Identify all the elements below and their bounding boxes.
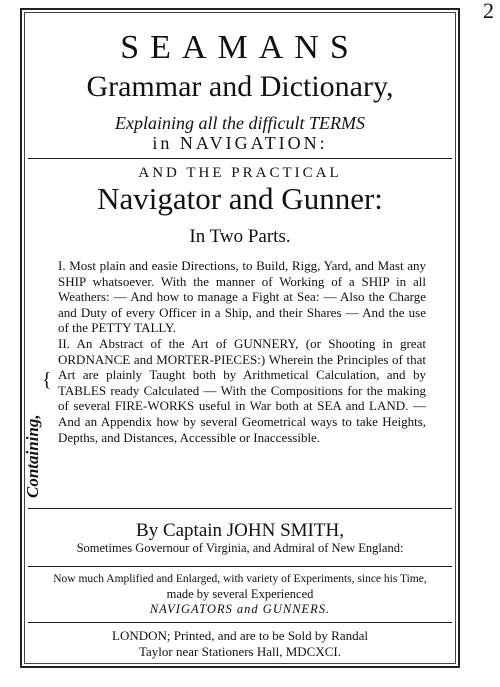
divider-rule (28, 158, 452, 159)
author-name: By Captain JOHN SMITH, (136, 520, 344, 541)
brace-mark: { (42, 369, 52, 391)
corner-mark: 2 (483, 0, 494, 23)
title-practical: AND THE PRACTICAL (138, 165, 342, 181)
title-two-parts: In Two Parts. (189, 226, 291, 247)
amplified-line-1: Now much Amplified and Enlarged, with variety of Experiments, since his Time, (53, 573, 427, 585)
imprint-line-1: LONDON; Printed, and are to be Sold by Randal (112, 628, 368, 643)
title-seamans: SEAMANS (120, 29, 360, 66)
contents-part-two: II. An Abstract of the Art of GUNNERY, (or Shooting in great ORDNANCE and MORTER-PIECES:) Wherein the Principles of that Art are plainly Taught both by Arithmetical Calculation, and by TABLES ready Calculated — With the Compositions for the making of several FIRE-WORKS useful in War both at SEA and LAND. — And an Appendix how by several Geometrical ways to take Heights, Depths, and Distances, Accessible or Inaccessible. (58, 335, 426, 445)
title-navigator-gunner: Navigator and Gunner: (97, 181, 383, 216)
imprint-line-2: Taylor near Stationers Hall, MDCXCI. (139, 644, 341, 659)
containing-label: Containing, (23, 414, 42, 498)
author-title: Sometimes Governour of Virginia, and Admiral of New England: (76, 541, 404, 555)
title-navigation: in NAVIGATION: (152, 133, 328, 153)
amplified-line-2: made by several Experienced (166, 587, 314, 601)
contents-list (58, 258, 426, 445)
contents-part-one: I. Most plain and easie Directions, to Build, Rigg, Yard, and Mast any SHIP whatsoever. With the manner of Working of a SHIP in all Weathers: — And how to manage a Fight at Sea: — Also the Charge and Duty of every Officer in a Ship, and their Shares — And the use of the PETTY TALLY. (58, 258, 426, 336)
divider-rule (28, 622, 452, 623)
title-explaining: Explaining all the difficult TERMS (115, 113, 365, 133)
divider-rule (28, 566, 452, 567)
divider-rule (28, 508, 452, 509)
amplified-line-3: NAVIGATORS and GUNNERS. (149, 602, 331, 616)
title-grammar: Grammar and Dictionary, (86, 70, 394, 103)
